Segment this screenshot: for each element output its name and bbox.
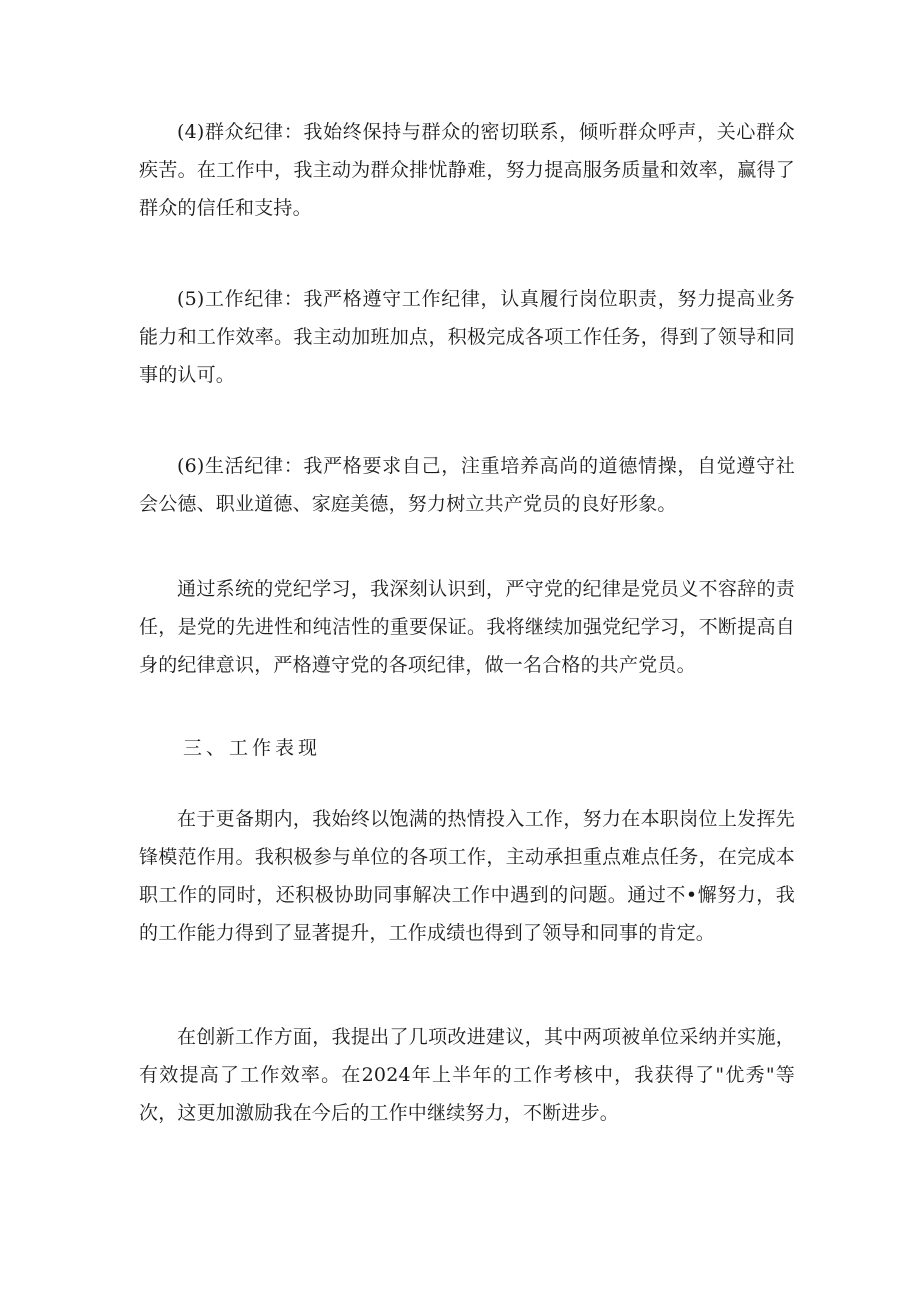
paragraph-work-performance: 在于更备期内，我始终以饱满的热情投入工作，努力在本职岗位上发挥先锋模范作用。我积极参与单位的各项工作，主动承担重点难点任务，在完成本职工作的同时，还积极协助同事解决工作中遇到的问题。通过不•懈努力，我的工作能力得到了显著提升，工作成绩也得到了领导和同事的肯定。 — [139, 808, 795, 944]
paragraph-summary: 通过系统的党纪学习，我深刻认识到，严守党的纪律是党员义不容辞的责任，是党的先进性和纯洁性的重要保证。我将继续加强党纪学习，不断提高自身的纪律意识，严格遵守党的各项纪律，做一名合格的共产党员。 — [139, 578, 795, 676]
paragraph-work-discipline: (5)工作纪律：我严格遵守工作纪律，认真履行岗位职责，努力提高业务能力和工作效率。我主动加班加点，积极完成各项工作任务，得到了领导和同事的认可。 — [139, 288, 795, 386]
paragraph-mass-discipline: (4)群众纪律：我始终保持与群众的密切联系，倾听群众呼声，关心群众疾苦。在工作中，我主动为群众排忧静难，努力提高服务质量和效率，赢得了群众的信任和支持。 — [139, 121, 795, 219]
paragraph-life-discipline: (6)生活纪律：我严格要求自己，注重培养高尚的道德情操，自觉遵守社会公德、职业道德、家庭美德，努力树立共产党员的良好形象。 — [139, 455, 795, 515]
paragraph-innovation: 在创新工作方面，我提出了几项改进建议，其中两项被单位采纳并实施，有效提高了工作效率。在2024年上半年的工作考核中，我获得了"优秀"等次，这更加激励我在今后的工作中继续努力，不断进步。 — [139, 1026, 795, 1124]
section-heading: 三、工作表现 — [183, 737, 322, 759]
